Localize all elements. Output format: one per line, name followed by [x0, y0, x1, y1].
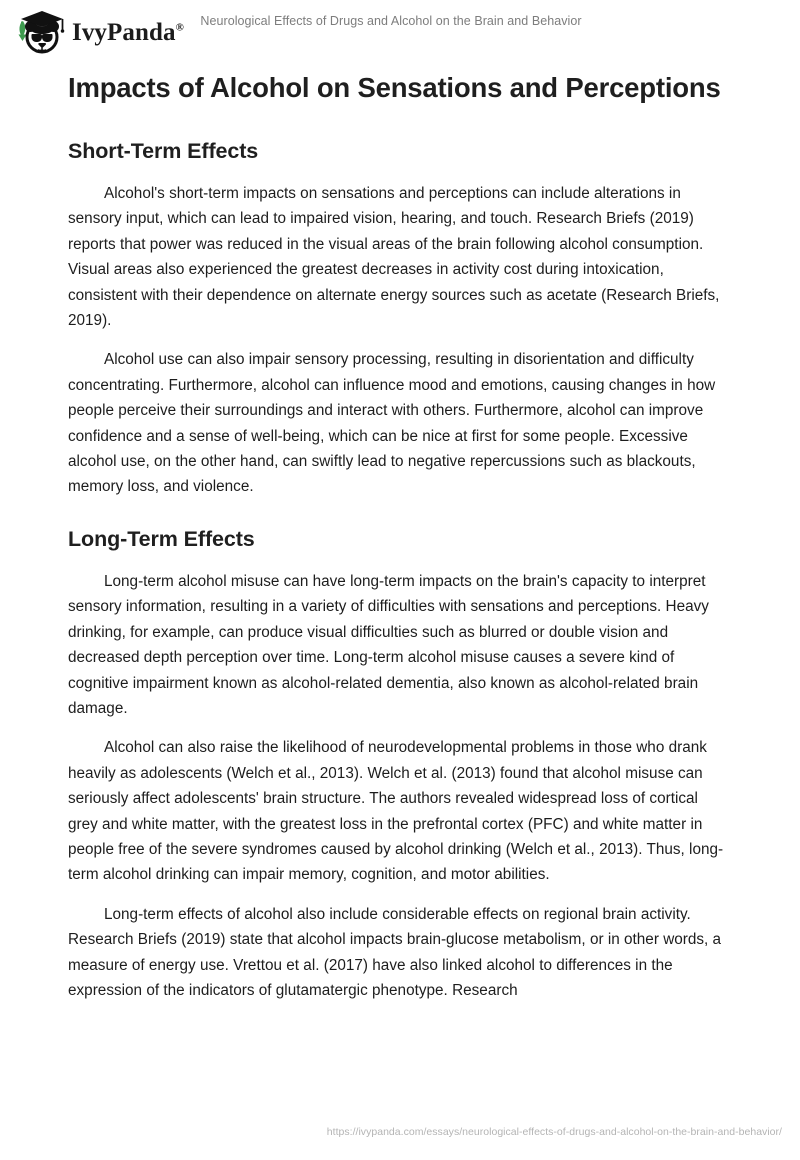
source-url[interactable]: https://ivypanda.com/essays/neurological-effects-of-drugs-and-alcohol-on-the-brain-and-behavior/: [326, 1126, 782, 1138]
section-heading-short-term-effects: Short-Term Effects: [68, 139, 259, 163]
running-title: Neurological Effects of Drugs and Alcohol on the Brain and Behavior: [200, 14, 582, 28]
paragraph: Long-term effects of alcohol also include considerable effects on regional brain activity. Research Briefs (2019) state that alcohol impacts brain-glucose metabolism, or in other words, a measure of energy use. Vrettou et al. (2017) have also linked alcohol to differences in the expression of the indicators of glutamatergic phenotype. Research: [68, 905, 722, 999]
registered-trademark-icon: ®: [175, 21, 184, 34]
paragraph: Alcohol use can also impair sensory processing, resulting in disorientation and difficulty concentrating. Furthermore, alcohol can influence mood and emotions, causing changes in how people perceive their surroundings and interact with others. Furthermore, alcohol can improve confidence and a sense of well-being, which can be nice at first for some people. Excessive alcohol use, on the other hand, can swiftly lead to negative repercussions such as blackouts, memory loss, and violence.: [68, 351, 716, 496]
document-body: [68, 70, 724, 1003]
paragraph: Alcohol can also raise the likelihood of neurodevelopmental problems in those who drank heavily as adolescents (Welch et al., 2013). Welch et al. (2013) found that alcohol misuse can seriously affect adolescents' brain structure. The authors revealed widespread loss of cortical grey and white matter, with the greatest loss in the prefrontal cortex (PFC) and white matter in people free of the severe syndromes caused by alcohol drinking (Welch et al., 2013). Thus, long-term alcohol drinking can impair memory, cognition, and motor abilities.: [68, 739, 724, 884]
page-title: Impacts of Alcohol on Sensations and Perceptions: [68, 72, 721, 103]
section-short-term-effects: [68, 137, 724, 500]
brand-name-text: IvyPanda: [72, 18, 176, 46]
page-footer: [0, 1126, 800, 1138]
page-header: [0, 0, 800, 62]
section-heading-long-term-effects: Long-Term Effects: [68, 526, 255, 551]
paragraph: Alcohol's short-term impacts on sensations and perceptions can include alterations in sensory input, which can lead to impaired vision, hearing, and touch. Research Briefs (2019) reports that power was reduced in the visual areas of the brain following alcohol consumption. Visual areas also experienced the greatest decreases in activity cost during intoxication, consistent with their dependence on alternate energy sources such as acetate (Research Briefs, 2019).: [68, 185, 720, 330]
section-long-term-effects: [68, 525, 724, 1004]
paragraph: Long-term alcohol misuse can have long-term impacts on the brain's capacity to interpret sensory information, resulting in a variety of difficulties with sensations and perceptions. Heavy drinking, for example, can produce visual difficulties such as blurred or double vision and decreased depth perception over time. Long-term alcohol misuse causes a severe kind of cognitive impairment known as alcohol-related dementia, also known as alcohol-related brain damage.: [68, 572, 709, 717]
